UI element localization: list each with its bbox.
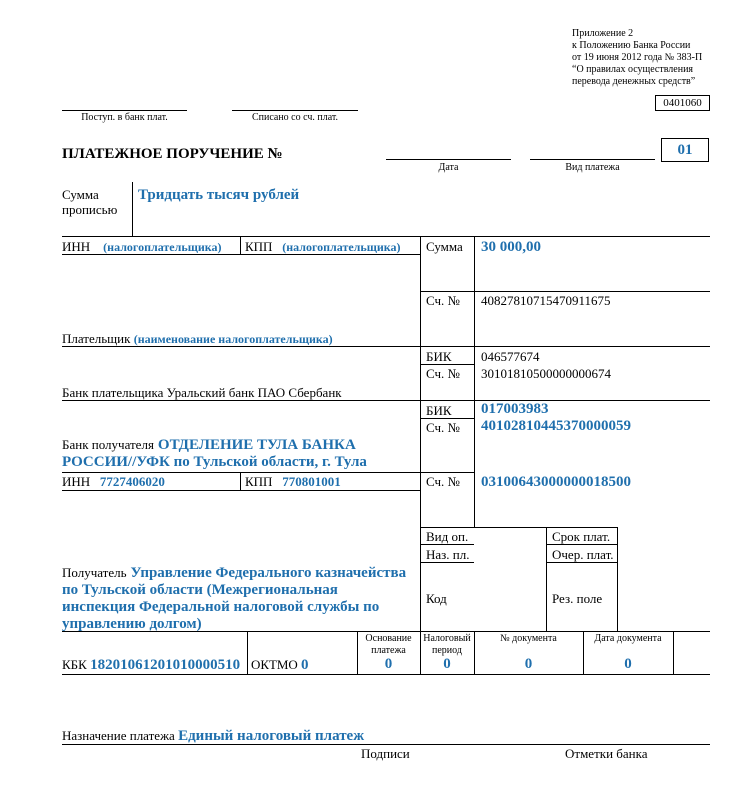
received-label: Поступ. в банк плат.: [81, 112, 168, 123]
payment-type-label: Вид платежа: [565, 162, 620, 173]
recipient-bank-bik-value: 017003983: [481, 401, 549, 417]
bank-marks-label: Отметки банка: [565, 746, 648, 761]
payer-kpp: КПП (налогоплательщика): [245, 239, 401, 254]
amount-words-label: Сумма прописью: [62, 187, 118, 217]
recipient-kpp: КПП 770801001: [245, 474, 341, 489]
basis-label: Основание платежа: [365, 633, 412, 656]
kbk: КБК 18201061201010000510: [62, 657, 241, 673]
appendix-line: “О правилах осуществления: [572, 64, 694, 75]
appendix-line: Приложение 2: [572, 28, 634, 39]
appendix-line: от 19 июня 2012 года № 383-П: [572, 52, 703, 63]
status-code: 01: [661, 138, 709, 162]
debited-label: Списано со сч. плат.: [251, 112, 339, 123]
form-code: 0401060: [655, 95, 710, 111]
amount-label: Сумма: [426, 239, 463, 254]
amount-value: 30 000,00: [481, 239, 541, 255]
page-title: ПЛАТЕЖНОЕ ПОРУЧЕНИЕ №: [62, 146, 283, 162]
reserve-label: Рез. поле: [552, 591, 603, 606]
recipient-name: Получатель Управление Федерального казначейства по Тульской области (Межрегиональная инспекция Федеральной налоговой службы по управлению долгом): [62, 565, 407, 632]
signatures-label: Подписи: [361, 746, 410, 761]
payer-inn: ИНН (налогоплательщика): [62, 239, 222, 254]
payer-bank-account-value: 30101810500000000674: [481, 366, 611, 381]
payer-bank-bik-value: 046577674: [481, 349, 540, 364]
recipient-bank-bik-label: БИК: [426, 403, 452, 418]
payer-bank: Банк плательщика Уральский банк ПАО Сбербанк: [62, 385, 342, 400]
doc-num-label: № документа: [500, 633, 557, 644]
doc-date-value: 0: [624, 656, 632, 672]
doc-date-label: Дата документа: [594, 633, 662, 644]
amount-words-value: Тридцать тысяч рублей: [138, 187, 300, 203]
term-label: Срок плат.: [552, 529, 611, 544]
payer-account-label: Сч. №: [426, 293, 460, 308]
payment-purpose: Назначение платежа Единый налоговый платеж: [62, 728, 365, 744]
payer-account-value: 40827810715470911675: [481, 293, 611, 308]
recipient-inn: ИНН 7727406020: [62, 474, 165, 489]
purpose-code-label: Наз. пл.: [426, 547, 470, 562]
appendix-block: [572, 28, 702, 88]
recipient-account-value: 03100643000000018500: [481, 474, 631, 490]
appendix-line: к Положению Банка России: [572, 40, 691, 51]
payer-bank-account-label: Сч. №: [426, 366, 460, 381]
order-label: Очер. плат.: [552, 547, 614, 562]
period-label: Налоговый период: [423, 633, 471, 656]
recipient-bank-account-label: Сч. №: [426, 420, 460, 435]
recipient-bank-account-value: 40102810445370000059: [481, 418, 631, 434]
recipient-bank: Банк получателя ОТДЕЛЕНИЕ ТУЛА БАНКА РОССИИ//УФК по Тульской области, г. Тула: [62, 437, 367, 470]
op-type-label: Вид оп.: [426, 529, 469, 544]
doc-num-value: 0: [524, 656, 533, 672]
payer-name: Плательщик (наименование налогоплательщика): [62, 331, 333, 346]
period-value: 0: [443, 656, 451, 672]
date-label: Дата: [438, 162, 459, 173]
code-label: Код: [426, 591, 447, 606]
basis-value: 0: [384, 656, 393, 672]
oktmo: ОКТМО 0: [251, 657, 309, 673]
recipient-account-label: Сч. №: [426, 474, 460, 489]
payer-bank-bik-label: БИК: [426, 349, 452, 364]
appendix-line: перевода денежных средств”: [572, 76, 696, 87]
